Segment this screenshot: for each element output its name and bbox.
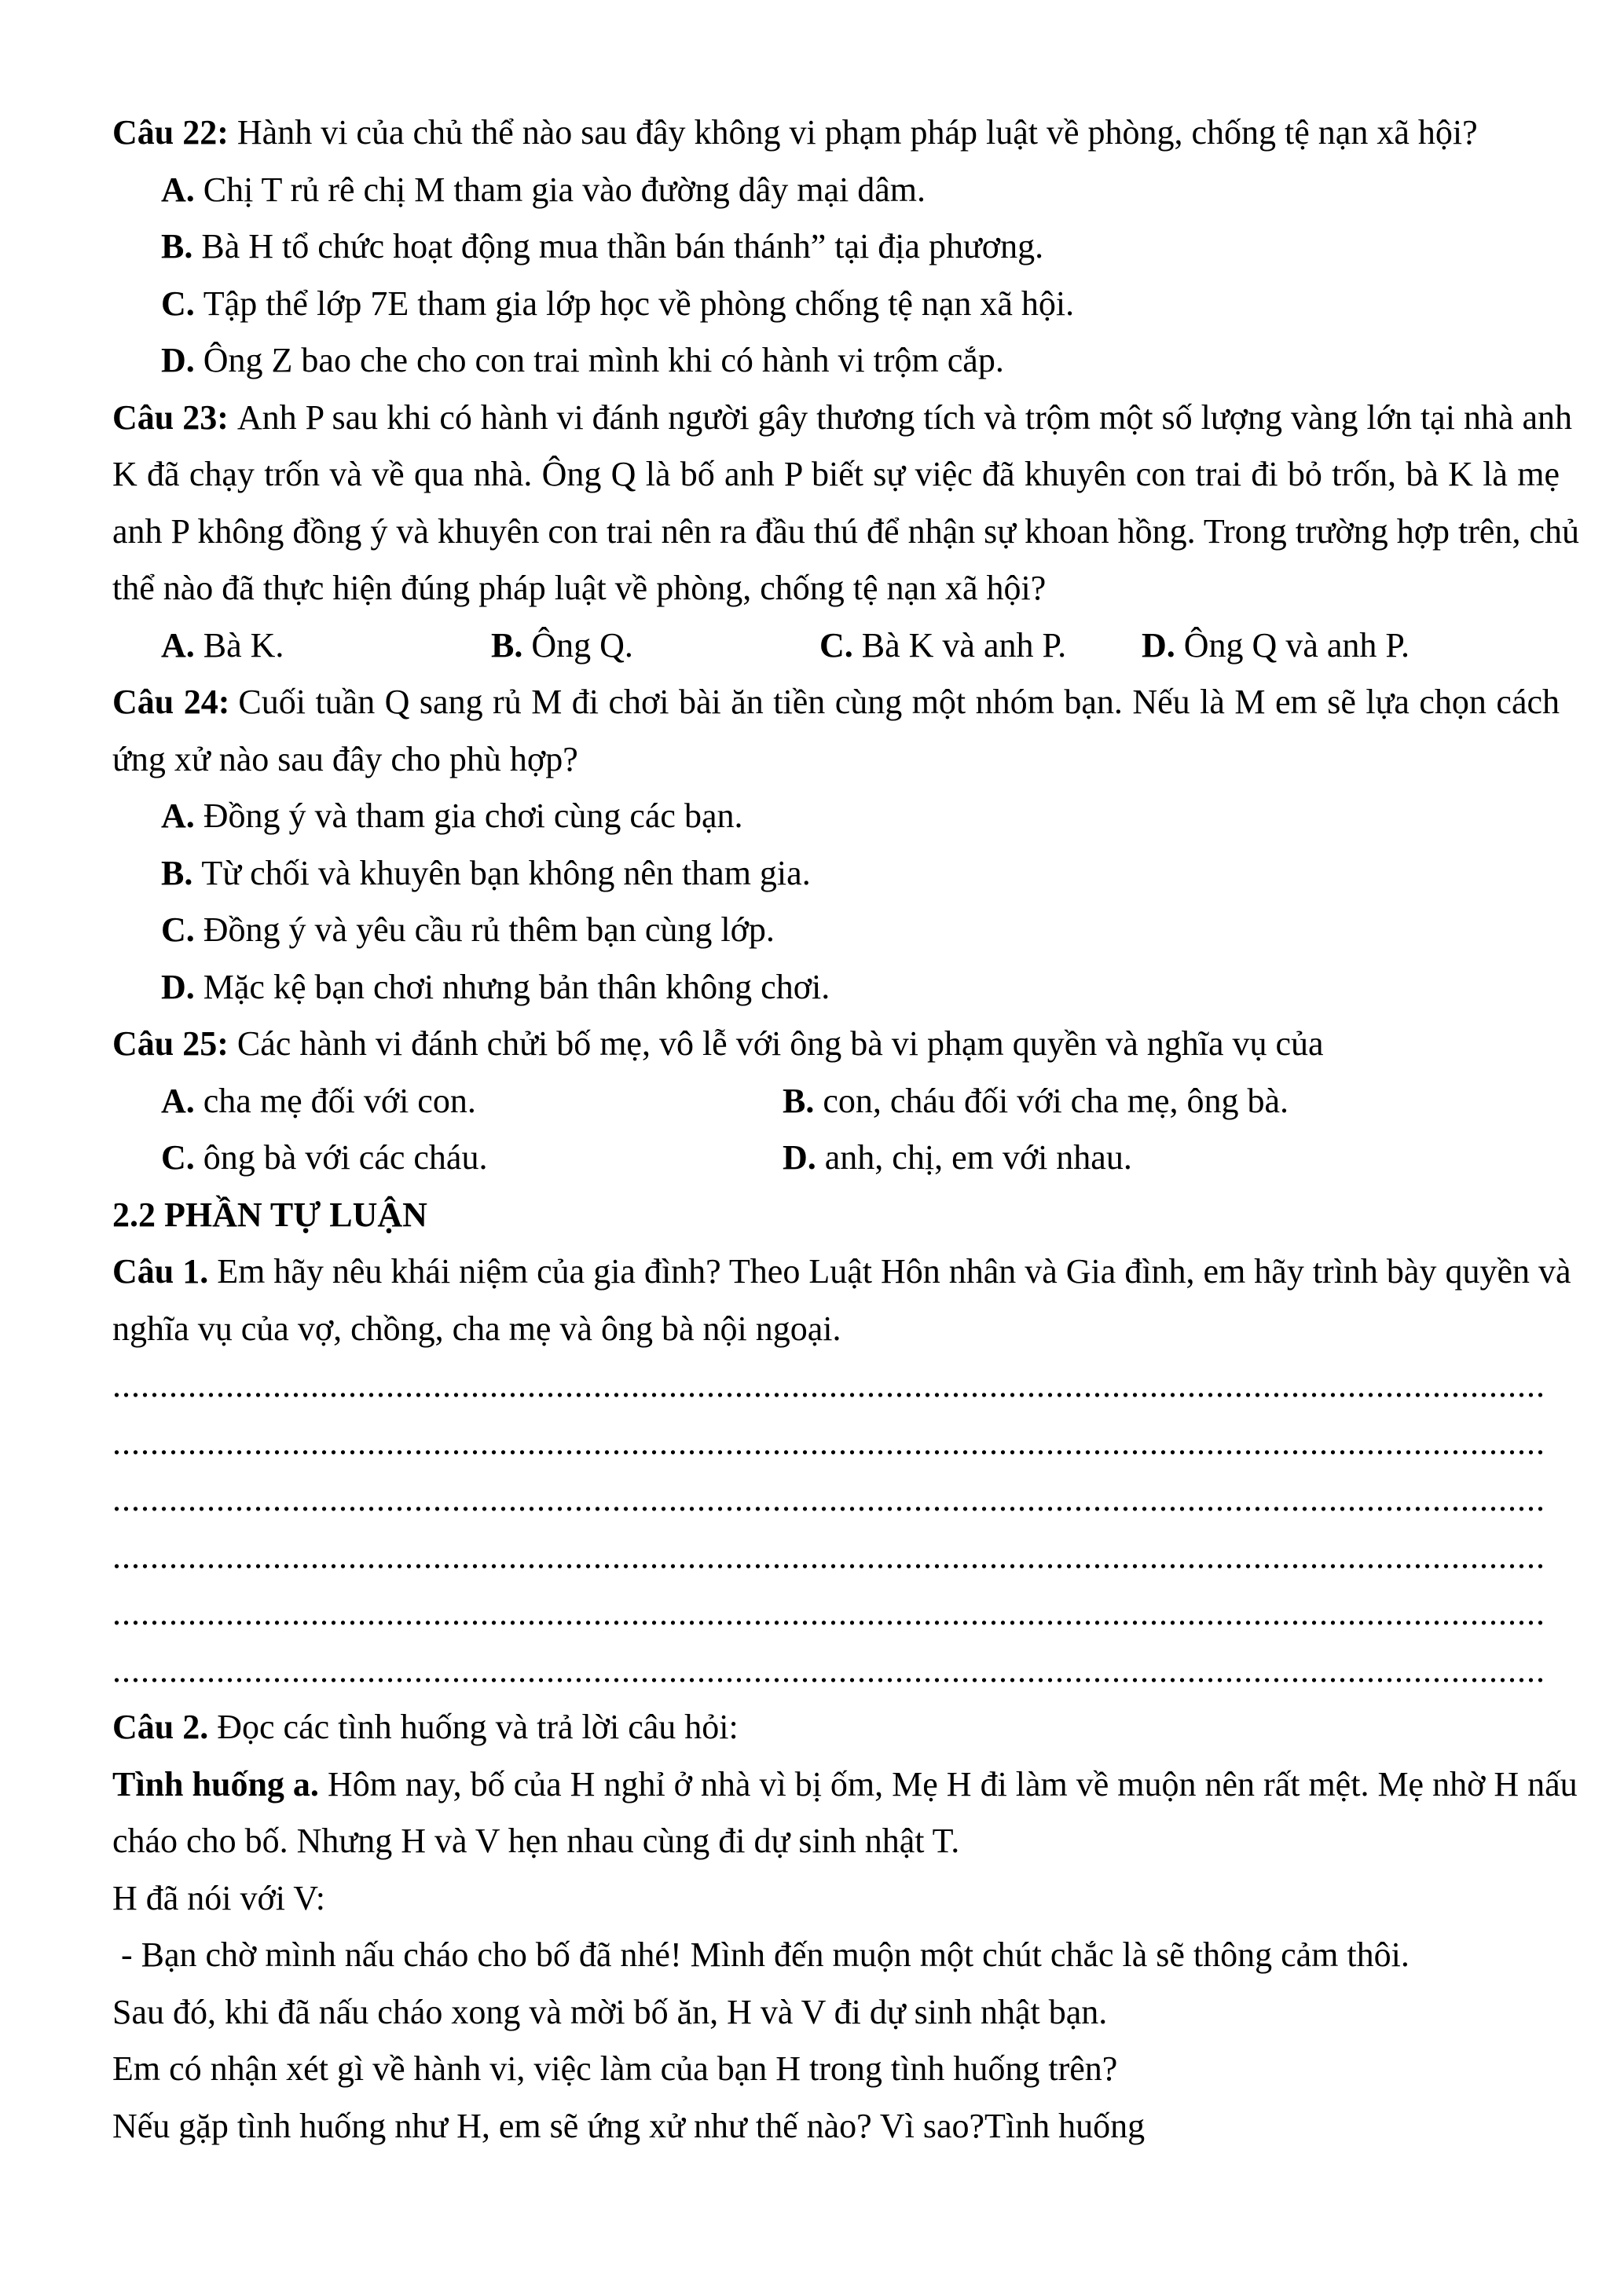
situation-a-dialogue-quote: - Bạn chờ mình nấu cháo cho bố đã nhé! Mình đến muộn một chút chắc là sẽ thông cảm thôi. (112, 1935, 1410, 1974)
question-23-text-line-4: thể nào đã thực hiện đúng pháp luật về phòng, chống tệ nạn xã hội? (112, 569, 1047, 607)
option-d-text: Ông Q và anh P. (1183, 625, 1410, 665)
option-a-text: Bà K. (203, 625, 284, 665)
essay-question-1-text-line-1: Em hãy nêu khái niệm của gia đình? Theo Luật Hôn nhân và Gia đình, em hãy trình bày quyền và (217, 1252, 1571, 1291)
question-25-option-c (161, 1130, 487, 1187)
option-d-label: D. (1142, 625, 1175, 665)
option-c-label: C. (161, 910, 195, 949)
question-23-options-row (112, 617, 1560, 675)
question-24-option-c (112, 902, 1560, 959)
option-b-label: B. (783, 1081, 815, 1120)
option-b-text: Bà H tổ chức hoạt động mua thần bán thánh” tại địa phương. (201, 227, 1044, 265)
essay-question-1-heading (112, 1243, 1571, 1301)
situation-a-followup: Sau đó, khi đã nấu cháo xong và mời bố ăn, H và V đi dự sinh nhật bạn. (112, 1992, 1108, 2031)
option-b-text: con, cháu đối với cha mẹ, ông bà. (823, 1081, 1289, 1120)
option-a-label: A. (161, 1081, 195, 1120)
question-24-option-b (112, 845, 1560, 903)
question-25-label: Câu 25: (112, 1024, 229, 1063)
situation-a-question-2: Nếu gặp tình huống như H, em sẽ ứng xử như thế nào? Vì sao?Tình huống (112, 2106, 1146, 2145)
option-b-label: B. (491, 625, 523, 665)
option-a-text: Đồng ý và tham gia chơi cùng các bạn. (203, 796, 743, 835)
question-24-text-line-1: Cuối tuần Q sang rủ M đi chơi bài ăn tiền cùng một nhóm bạn. Nếu là M em sẽ lựa chọn cách (238, 683, 1560, 721)
essay-question-2-label: Câu 2. (112, 1708, 209, 1746)
question-25-option-d (783, 1130, 1132, 1187)
answer-blank-line-2: ........................................................................................................................................................ (112, 1423, 1545, 1462)
question-23-option-c (819, 617, 1066, 675)
option-c-text: Đồng ý và yêu cầu rủ thêm bạn cùng lớp. (203, 910, 775, 949)
situation-a-label: Tình huống a. (112, 1764, 319, 1803)
option-c-label: C. (161, 1138, 195, 1177)
question-22-option-c (112, 276, 1560, 333)
question-22-label: Câu 22: (112, 113, 229, 152)
essay-question-2-intro: Đọc các tình huống và trả lời câu hỏi: (217, 1708, 739, 1746)
option-a-text: cha mẹ đối với con. (203, 1081, 476, 1120)
option-c-label: C. (161, 284, 195, 323)
answer-blank-line-4: ........................................................................................................................................................ (112, 1536, 1545, 1576)
option-d-text: Mặc kệ bạn chơi nhưng bản thân không chơi. (203, 967, 830, 1006)
question-23-text-line-1: Anh P sau khi có hành vi đánh người gây thương tích và trộm một số lượng vàng lớn tại nhà anh (236, 397, 1572, 437)
option-c-text: Bà K và anh P. (861, 625, 1067, 665)
option-b-text: Từ chối và khuyên bạn không nên tham gia. (201, 853, 811, 892)
situation-a-question-1: Em có nhận xét gì về hành vi, việc làm của bạn H trong tình huống trên? (112, 2049, 1118, 2088)
option-d-label: D. (161, 341, 195, 379)
option-d-text: Ông Z bao che cho con trai mình khi có hành vi trộm cắp. (203, 341, 1004, 379)
question-23-text-line-2: K đã chạy trốn và về qua nhà. Ông Q là bố anh P biết sự việc đã khuyên con trai đi bỏ trốn, bà K là mẹ (112, 455, 1560, 493)
answer-blank-line-6: ........................................................................................................................................................ (112, 1650, 1545, 1690)
section-heading: 2.2 PHẦN TỰ LUẬN (112, 1195, 427, 1234)
answer-blank-line-5: ........................................................................................................................................................ (112, 1594, 1545, 1632)
question-22-text: Hành vi của chủ thể nào sau đây không vi phạm pháp luật về phòng, chống tệ nạn xã hội? (236, 113, 1478, 152)
option-a-label: A. (161, 170, 195, 209)
question-25-text: Các hành vi đánh chửi bố mẹ, vô lễ với ông bà vi phạm quyền và nghĩa vụ của (236, 1024, 1324, 1063)
question-23-option-a (161, 617, 284, 675)
option-a-label: A. (161, 625, 195, 665)
question-24-option-a (112, 788, 1560, 845)
question-25-options-row-1 (112, 1073, 1560, 1130)
question-22-option-d (112, 332, 1560, 390)
situation-a-text-line-1: Hôm nay, bố của H nghỉ ở nhà vì bị ốm, Mẹ H đi làm về muộn nên rất mệt. Mẹ nhờ H nấu (327, 1764, 1578, 1803)
answer-blank-line-3: ........................................................................................................................................................ (112, 1480, 1545, 1518)
option-b-text: Ông Q. (531, 625, 633, 665)
question-23-label: Câu 23: (112, 397, 229, 437)
question-23-option-b (491, 617, 633, 675)
option-b-label: B. (161, 853, 193, 892)
question-23-option-d (1142, 617, 1410, 675)
situation-a-dialogue-intro: H đã nói với V: (112, 1878, 325, 1917)
question-25-option-b (783, 1073, 1289, 1130)
question-23-heading (112, 390, 1572, 447)
option-c-text: ông bà với các cháu. (203, 1138, 488, 1177)
question-22-heading (112, 104, 1560, 162)
situation-a-line-1 (112, 1756, 1578, 1814)
question-24-text-line-2: ứng xử nào sau đây cho phù hợp? (112, 739, 578, 778)
question-24-heading (112, 674, 1560, 731)
essay-question-1-label: Câu 1. (112, 1252, 209, 1291)
option-d-label: D. (783, 1138, 816, 1177)
answer-blank-line-1: ........................................................................................................................................................ (112, 1366, 1545, 1404)
option-b-label: B. (161, 227, 193, 265)
question-24-option-d (112, 959, 1560, 1016)
question-22-option-a (112, 162, 1560, 219)
option-a-label: A. (161, 796, 195, 835)
question-25-options-row-2 (112, 1130, 1560, 1187)
option-d-text: anh, chị, em với nhau. (824, 1138, 1132, 1177)
essay-question-1-text-line-2: nghĩa vụ của vợ, chồng, cha mẹ và ông bà nội ngoại. (112, 1309, 841, 1348)
option-c-text: Tập thể lớp 7E tham gia lớp học về phòng chống tệ nạn xã hội. (203, 284, 1075, 323)
option-a-text: Chị T rủ rê chị M tham gia vào đường dây mại dâm. (203, 170, 926, 209)
situation-a-text-line-2: cháo cho bố. Nhưng H và V hẹn nhau cùng đi dự sinh nhật T. (112, 1822, 960, 1860)
option-d-label: D. (161, 967, 195, 1006)
question-25-heading (112, 1016, 1560, 1073)
question-23-text-line-3: anh P không đồng ý và khuyên con trai nên ra đầu thú để nhận sự khoan hồng. Trong trường hợp trên, chủ (112, 511, 1579, 551)
page-content (112, 104, 1579, 2155)
question-24-label: Câu 24: (112, 683, 230, 721)
question-25-option-a (161, 1073, 476, 1130)
question-22-option-b (112, 218, 1560, 276)
essay-question-2-heading (112, 1699, 1560, 1756)
option-c-label: C. (819, 625, 853, 665)
